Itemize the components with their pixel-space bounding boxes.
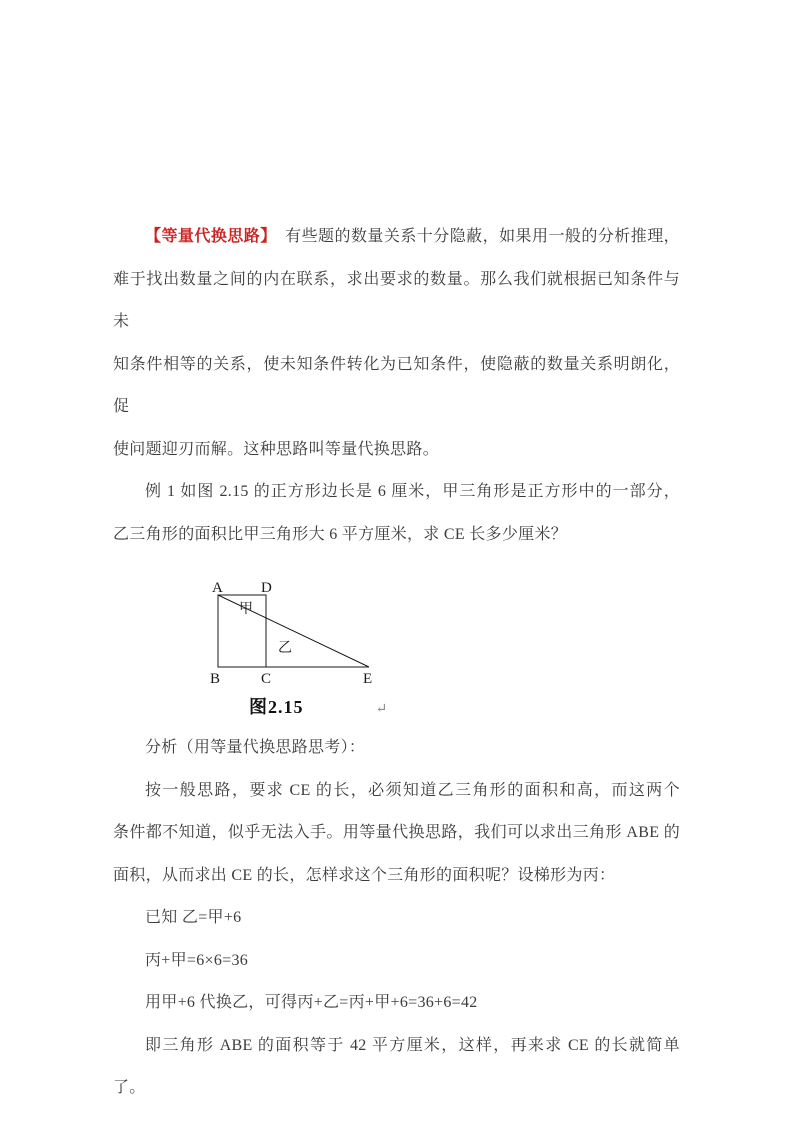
conclusion-line-2: 了。	[113, 1079, 146, 1096]
geometry-figure	[205, 580, 680, 719]
example-line-1: 例 1 如图 2.15 的正方形边长是 6 厘米，甲三角形是正方形中的一部分，	[145, 483, 680, 500]
analysis-line-1: 分析（用等量代换思路思考）：	[145, 739, 366, 756]
analysis-line-3: 条件都不知道，似乎无法入手。用等量代换思路，我们可以求出三角形 ABE 的	[113, 824, 680, 841]
equation-2: 丙+甲=6×6=36	[145, 951, 249, 969]
figure-caption: 图2.15	[249, 697, 304, 717]
vertex-label-a: A	[212, 580, 223, 596]
analysis-line-4: 面积，从而求出 CE 的长，怎样求这个三角形的面积呢？设梯形为丙：	[113, 866, 616, 884]
topic-heading: 【等量代换思路】	[145, 228, 269, 245]
vertex-label-b: B	[210, 671, 221, 686]
conclusion-line-1: 即三角形 ABE 的面积等于 42 平方厘米，这样，再来求 CE 的长就简单	[145, 1036, 680, 1054]
figure-caption-row	[205, 693, 680, 719]
region-label-jia: 甲	[239, 602, 253, 617]
equation-3: 用甲+6 代换乙，可得丙+乙=丙+甲+6=36+6=42	[145, 994, 478, 1011]
intro-line-2: 难于找出数量之间的内在联系，求出要求的数量。那么我们就根据已知条件与未	[113, 270, 680, 330]
vertex-label-c: C	[261, 671, 272, 686]
intro-line-1	[113, 216, 680, 259]
vertex-label-d: D	[261, 580, 272, 596]
region-label-yi: 乙	[278, 641, 292, 656]
paragraph-return-mark: ↵	[375, 702, 388, 717]
analysis-line-2: 按一般思路，要求 CE 的长，必须知道乙三角形的面积和高，而这两个	[145, 781, 680, 799]
intro-line-3: 知条件相等的关系，使未知条件转化为已知条件，使隐蔽的数量关系明朗化，促	[113, 355, 680, 415]
equation-1: 已知 乙=甲+6	[145, 909, 242, 926]
example-line-2: 乙三角形的面积比甲三角形大 6 平方厘米，求 CE 长多少厘米？	[113, 525, 568, 543]
intro-line-4: 使问题迎刃而解。这种思路叫等量代换思路。	[113, 440, 440, 458]
figure-drawing	[205, 580, 395, 686]
vertex-label-e: E	[363, 671, 373, 686]
intro-line-1-text: 有些题的数量关系十分隐蔽，如果用一般的分析推理，	[268, 228, 680, 245]
